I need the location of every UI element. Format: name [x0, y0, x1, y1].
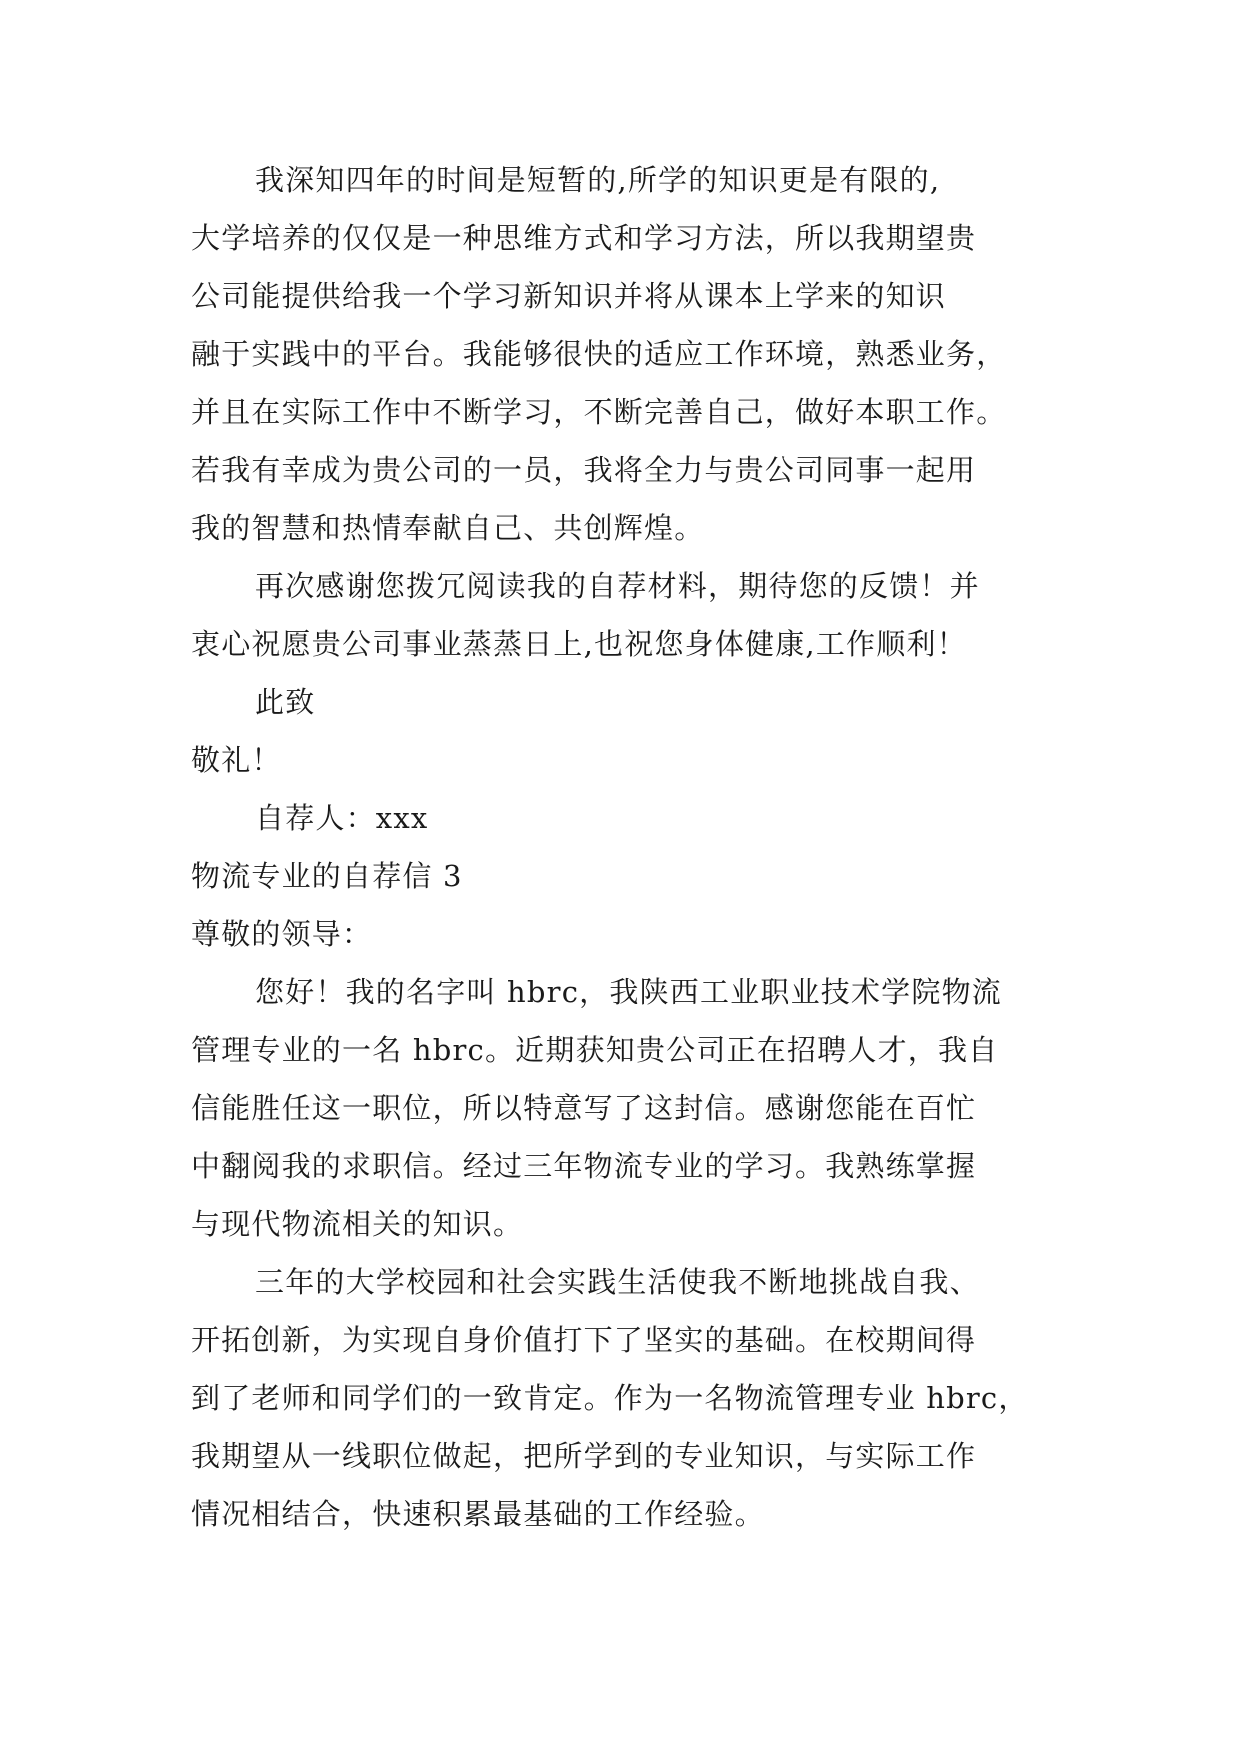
closing-salutation: 此致: [255, 685, 316, 719]
text-line: 再次感谢您拨冗阅读我的自荐材料，期待您的反馈！并: [255, 569, 980, 603]
text-line: 我的智慧和热情奉献自己、共创辉煌。: [191, 511, 705, 545]
text-line: 开拓创新，为实现自身价值打下了坚实的基础。在校期间得: [191, 1323, 977, 1357]
section-title: 物流专业的自荐信 3: [191, 859, 463, 893]
text-line: 并且在实际工作中不断学习，不断完善自己，做好本职工作。: [191, 395, 1007, 429]
text-line: 融于实践中的平台。我能够很快的适应工作环境，熟悉业务，: [191, 337, 1007, 371]
text-line: 情况相结合，快速积累最基础的工作经验。: [191, 1497, 765, 1531]
text-line: 若我有幸成为贵公司的一员，我将全力与贵公司同事一起用: [191, 453, 977, 487]
text-line: 与现代物流相关的知识。: [191, 1207, 524, 1241]
text-line: 中翻阅我的求职信。经过三年物流专业的学习。我熟练掌握: [191, 1149, 977, 1183]
text-line: 我深知四年的时间是短暂的,所学的知识更是有限的,: [255, 163, 941, 197]
text-line: 衷心祝愿贵公司事业蒸蒸日上,也祝您身体健康,工作顺利！: [191, 627, 967, 661]
closing-regards: 敬礼！: [191, 743, 282, 777]
text-line: 到了老师和同学们的一致肯定。作为一名物流管理专业 hbrc，: [191, 1381, 1029, 1415]
text-line: 大学培养的仅仅是一种思维方式和学习方法，所以我期望贵: [191, 221, 977, 255]
text-line: 我期望从一线职位做起，把所学到的专业知识，与实际工作: [191, 1439, 977, 1473]
text-line: 三年的大学校园和社会实践生活使我不断地挑战自我、: [255, 1265, 980, 1299]
greeting: 尊敬的领导：: [191, 917, 373, 951]
text-line: 公司能提供给我一个学习新知识并将从课本上学来的知识: [191, 279, 947, 313]
signature-line: 自荐人：xxx: [255, 801, 429, 835]
text-line: 您好！我的名字叫 hbrc，我陕西工业职业技术学院物流: [255, 975, 1002, 1009]
text-line: 信能胜任这一职位，所以特意写了这封信。感谢您能在百忙: [191, 1091, 977, 1125]
text-line: 管理专业的一名 hbrc。近期获知贵公司正在招聘人才，我自: [191, 1033, 999, 1067]
